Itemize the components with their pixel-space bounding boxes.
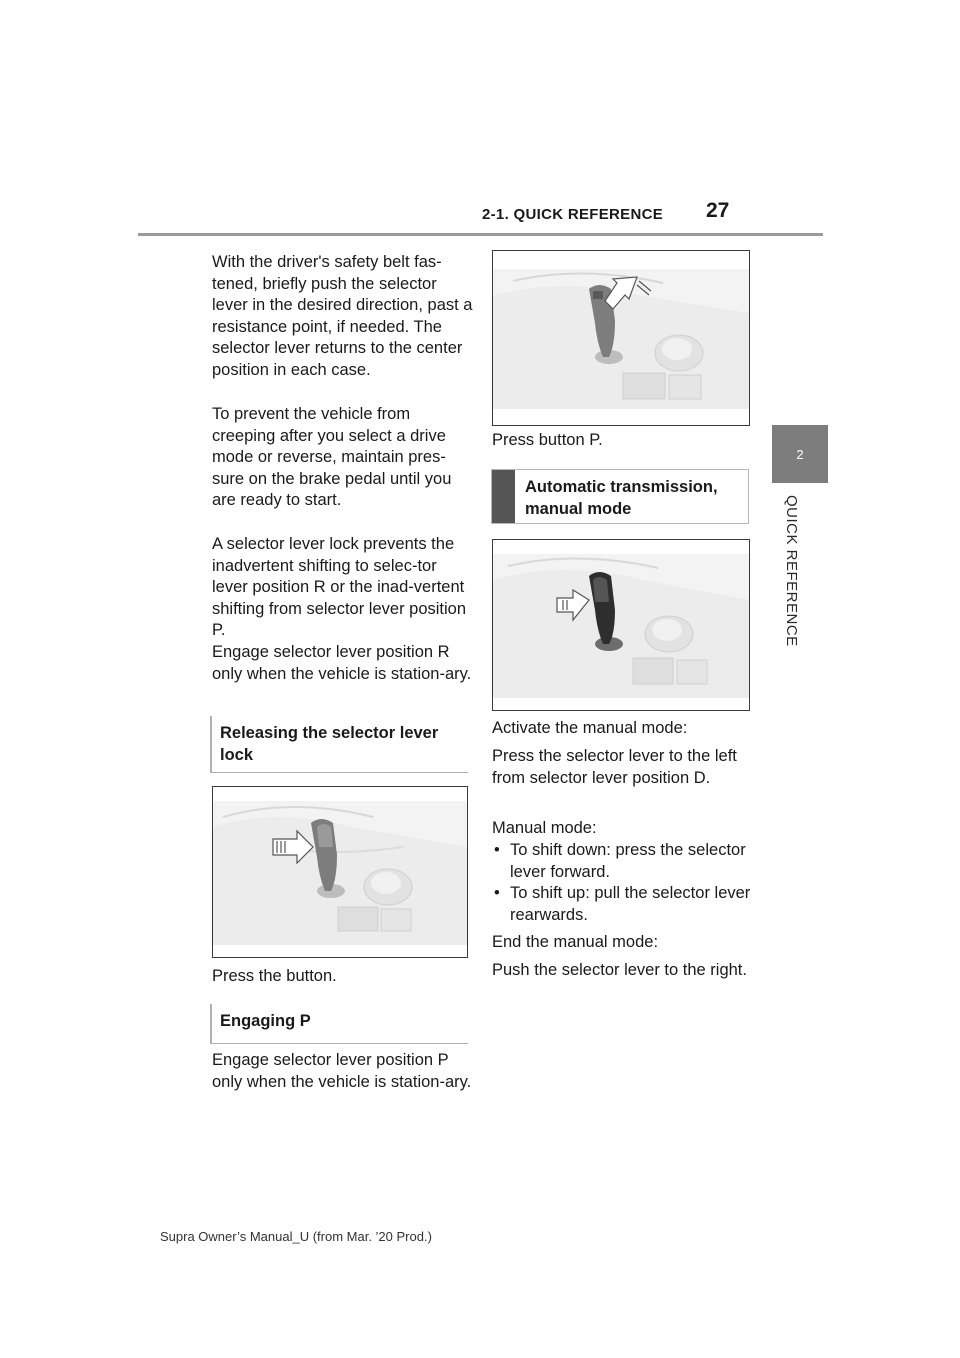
bullet-shift-down-text: To shift down: press the selector lever forward.: [510, 841, 746, 881]
heading-accent-bar: [492, 470, 515, 523]
engage-p-paragraph: Engage selector lever position P only when the vehicle is station-ary.: [212, 1051, 472, 1091]
heading-release-lock: [210, 716, 468, 773]
caption-release: Press the button.: [212, 967, 337, 985]
shifter-p-button-illustration: [493, 251, 749, 425]
figure-press-button-p: [492, 250, 750, 426]
shifter-manual-illustration: [493, 540, 749, 710]
manual-mode-bullets: [492, 840, 754, 926]
heading-manual-mode-text: Automatic transmission, manual mode: [525, 478, 718, 518]
bullet-shift-down: [492, 840, 754, 883]
activate-manual-text: Press the selector lever to the left from selector lever position D.: [492, 747, 737, 787]
page-number: 27: [706, 199, 730, 222]
shifter-release-illustration: [213, 787, 467, 957]
lock-paragraph: A selector lever lock prevents the inadvertent shifting to selec-tor lever position R or the inad-vertent shifting from selector lever position P.: [212, 535, 467, 639]
heading-engaging-p: [210, 1004, 468, 1044]
figure-manual-mode: [492, 539, 750, 711]
activate-manual-title: Activate the manual mode:: [492, 719, 688, 737]
figure-release-button: [212, 786, 468, 958]
chapter-tab-label-wrap: [772, 495, 812, 675]
heading-engaging-p-text: Engaging P: [220, 1012, 311, 1030]
end-manual-title: End the manual mode:: [492, 933, 659, 951]
bullet-dot: •: [494, 884, 500, 902]
footer-manual-title: Supra Owner’s Manual_U (from Mar. ’20 Prod.): [160, 1229, 432, 1244]
brake-paragraph: To prevent the vehicle from creeping after you select a drive mode or reverse, maintain pres-sure on the brake pedal until you are ready to start.: [212, 405, 452, 509]
caption-press-p: Press button P.: [492, 431, 603, 449]
section-title: 2-1. QUICK REFERENCE: [482, 206, 664, 223]
heading-manual-mode: [491, 469, 749, 524]
bullet-shift-up: [492, 883, 754, 926]
bullet-dot: •: [494, 841, 500, 859]
header-divider: [138, 233, 823, 236]
chapter-tab-label: QUICK REFERENCE: [783, 495, 800, 647]
chapter-tab: [772, 425, 828, 483]
intro-paragraph: With the driver's safety belt fas-tened, briefly push the selector lever in the desired direction, past a resistance point, if needed. The selector lever returns to the center position in each case.: [212, 253, 473, 379]
manual-mode-title: Manual mode:: [492, 819, 597, 837]
end-manual-text: Push the selector lever to the right.: [492, 961, 747, 979]
bullet-shift-up-text: To shift up: pull the selector lever rearwards.: [510, 884, 751, 924]
reverse-paragraph: Engage selector lever position R only when the vehicle is station-ary.: [212, 643, 472, 683]
chapter-number: 2: [796, 446, 804, 462]
heading-release-lock-text: Releasing the selector lever lock: [220, 724, 439, 764]
